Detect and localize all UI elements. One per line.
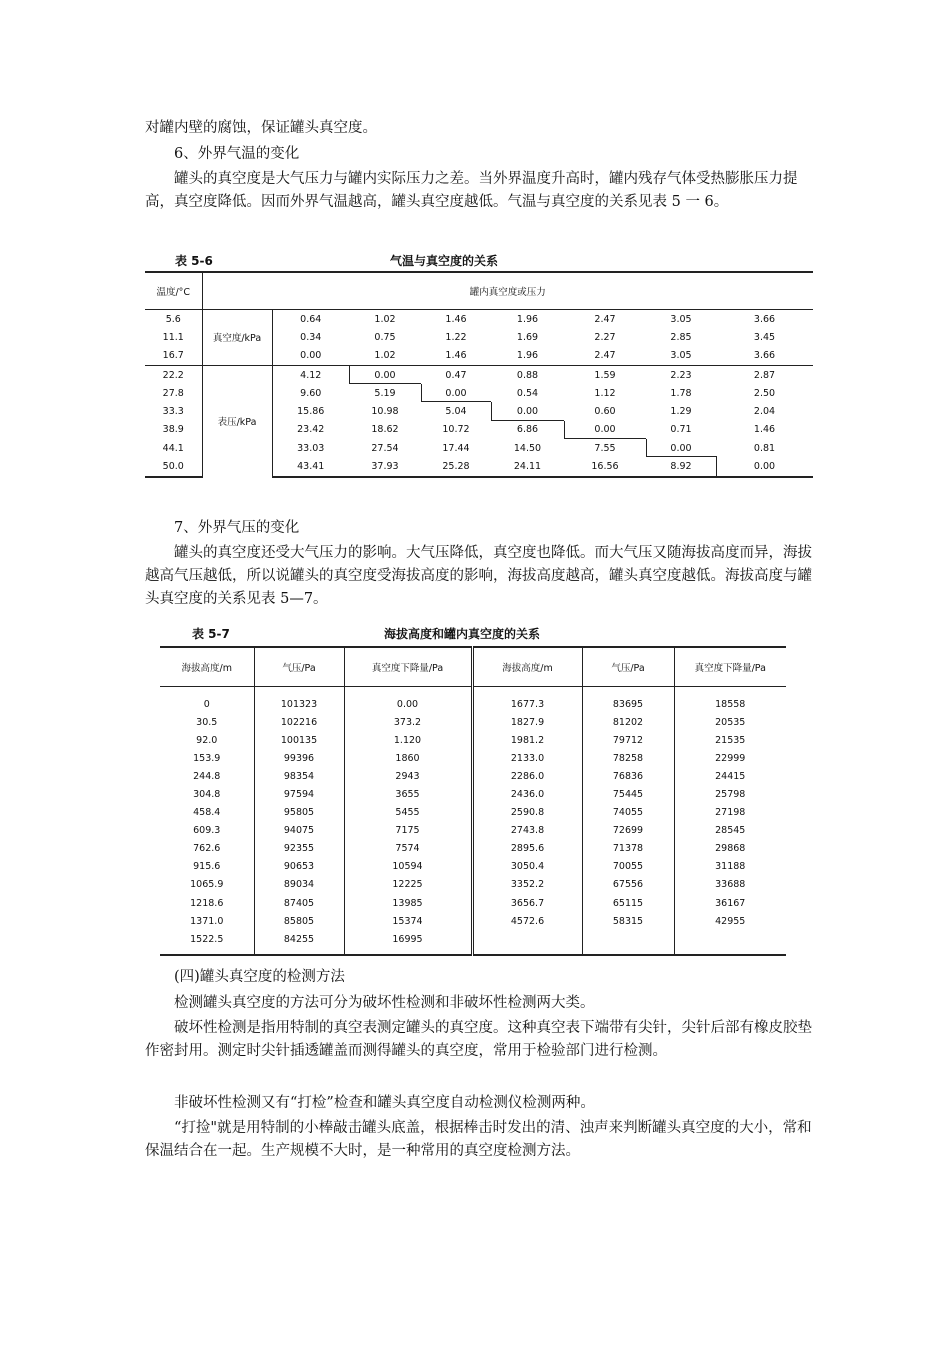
group-vacuum-label: 真空度/kPa (202, 310, 272, 366)
cell-value: 71378 (582, 840, 674, 858)
cell-value: 8.92 (646, 457, 716, 476)
cell-value: 85805 (254, 912, 344, 930)
table-row (145, 365, 813, 384)
cell-value: 1.46 (753, 424, 776, 436)
cell-value: 3050.4 (472, 858, 582, 876)
cell-value: 25.28 (421, 457, 491, 476)
cell-value: 101323 (254, 687, 344, 714)
cell-temperature: 5.6 (145, 310, 202, 329)
cell-value: 153.9 (160, 749, 254, 767)
cell-value: 1.59 (564, 365, 646, 384)
cell-temperature: 33.3 (145, 402, 202, 420)
boundary-line (646, 439, 647, 457)
cell-value: 0.00 (300, 350, 322, 362)
section-heading-4: (四)罐头真空度的检测方法 (174, 969, 345, 985)
cell-value: 0.60 (594, 406, 616, 418)
cell-value: 0.00 (594, 424, 616, 436)
table-5-6-caption (145, 250, 813, 270)
column-header: 海拔高度/m (472, 647, 582, 687)
header-group: 罐内真空度或压力 (202, 272, 813, 310)
cell-value: 3655 (344, 785, 472, 803)
cell-value: 90653 (254, 858, 344, 876)
cell-value: 1065.9 (160, 876, 254, 894)
boundary-line (349, 383, 421, 384)
cell-value: 76836 (582, 767, 674, 785)
cell-value: 2.47 (594, 350, 616, 362)
cell-value: 7175 (344, 822, 472, 840)
cell-value: 2.27 (594, 331, 616, 343)
cell-value: 24415 (715, 770, 746, 782)
cell-value: 4.12 (272, 365, 349, 384)
cell-value: 0.88 (491, 365, 564, 384)
cell-value: 2.85 (670, 331, 692, 343)
boundary-line (491, 420, 564, 421)
cell-value: 5.19 (374, 387, 396, 399)
cell-value: 3.66 (753, 313, 776, 325)
cell-value: 70055 (582, 858, 674, 876)
cell-value: 2286.0 (472, 767, 582, 785)
table-row (160, 687, 786, 714)
cell-value: 1.96 (516, 350, 539, 362)
table-row (145, 310, 813, 329)
cell-value: 1218.6 (160, 894, 254, 912)
cell-value: 79712 (582, 731, 674, 749)
cell-temperature: 16.7 (145, 347, 202, 366)
cell-value: 72699 (582, 822, 674, 840)
cell-value: 0.71 (670, 424, 692, 436)
cell-value: 98354 (254, 767, 344, 785)
paragraph-continuation: 对罐内壁的腐蚀，保证罐头真空度。 (145, 120, 377, 136)
cell-value: 37.93 (349, 457, 421, 476)
cell-value: 1.46 (445, 350, 467, 362)
boundary-line (421, 401, 491, 402)
cell-value: 23.42 (297, 424, 325, 436)
cell-value: 102216 (254, 713, 344, 731)
cell-value: 1.02 (374, 313, 396, 325)
cell-value: 100135 (254, 731, 344, 749)
table-number: 表 5-6 (175, 254, 213, 268)
cell-value: 2743.8 (472, 822, 582, 840)
cell-value: 10.98 (371, 406, 399, 418)
cell-value: 373.2 (344, 713, 472, 731)
cell-value: 0.00 (516, 406, 539, 418)
cell-value: 65115 (582, 894, 674, 912)
cell-value: 24.11 (491, 457, 564, 476)
cell-value: 5.04 (445, 406, 467, 418)
boundary-line (716, 456, 717, 476)
cell-value: 67556 (582, 876, 674, 894)
paragraph-tap-test: “打捡"就是用特制的小棒敲击罐头底盖，根据棒击时发出的清、浊声来判断罐头真空度的大小，常和保温结合在一起。生产规模不大时，是一种常用的真空度检测方法。 (145, 1120, 812, 1159)
cell-temperature: 38.9 (145, 421, 202, 439)
cell-value: 7574 (344, 840, 472, 858)
cell-value: 58315 (582, 912, 674, 930)
cell-value: 97594 (254, 785, 344, 803)
cell-value: 1522.5 (160, 930, 254, 955)
cell-value: 33.03 (297, 442, 325, 454)
cell-value: 1.120 (344, 731, 472, 749)
cell-value: 4572.6 (472, 912, 582, 930)
cell-value: 3.05 (670, 350, 692, 362)
cell-value: 1371.0 (160, 912, 254, 930)
table-row (160, 749, 786, 767)
cell-value: 31188 (715, 861, 746, 873)
cell-value: 16.56 (564, 457, 646, 476)
cell-value: 2.23 (646, 365, 716, 384)
cell-value: 12225 (344, 876, 472, 894)
column-header: 真空度下降量/Pa (344, 647, 472, 687)
cell-value: 22999 (715, 752, 746, 764)
paragraph-methods: 检测罐头真空度的方法可分为破坏性检测和非破坏性检测两大类。 (174, 995, 595, 1011)
cell-temperature: 50.0 (145, 457, 202, 476)
paragraph-temperature: 罐头的真空度是大气压力与罐内实际压力之差。当外界温度升高时，罐内残存气体受热膨胀压力提高，真空度降低。因而外界气温越高，罐头真空度越低。气温与真空度的关系见表 5 一 6。 (145, 171, 798, 210)
table-row (160, 930, 786, 955)
cell-value: 2.50 (753, 387, 776, 399)
table-row (160, 876, 786, 894)
section-heading-6: 6、外界气温的变化 (174, 146, 300, 162)
boundary-line (349, 365, 350, 384)
cell-value: 43.41 (272, 457, 349, 476)
boundary-line (491, 402, 492, 420)
cell-value: 1.96 (516, 313, 539, 325)
cell-value: 2.87 (716, 365, 813, 384)
cell-value: 95805 (254, 804, 344, 822)
cell-value: 1.12 (594, 387, 616, 399)
table-row (160, 822, 786, 840)
cell-value: 0.75 (374, 331, 396, 343)
cell-value: 2133.0 (472, 749, 582, 767)
cell-value: 3.45 (753, 331, 776, 343)
cell-value: 78258 (582, 749, 674, 767)
cell-value: 15374 (344, 912, 472, 930)
cell-value: 10.72 (442, 424, 470, 436)
boundary-line (421, 384, 422, 402)
cell-value: 2436.0 (472, 785, 582, 803)
cell-value: 1827.9 (472, 713, 582, 731)
cell-value: 27.54 (371, 442, 399, 454)
cell-value: 2895.6 (472, 840, 582, 858)
cell-value: 3656.7 (472, 894, 582, 912)
cell-value (472, 930, 582, 955)
cell-value: 92355 (254, 840, 344, 858)
cell-value: 33688 (715, 879, 746, 891)
cell-value: 27198 (715, 807, 746, 819)
table-row (160, 804, 786, 822)
cell-value: 0.47 (421, 365, 491, 384)
cell-value: 458.4 (160, 804, 254, 822)
cell-value: 6.86 (516, 424, 539, 436)
cell-value: 18.62 (371, 424, 399, 436)
cell-value: 36167 (715, 897, 746, 909)
cell-value: 0.34 (300, 331, 322, 343)
table-row (160, 840, 786, 858)
column-header: 气压/Pa (254, 647, 344, 687)
cell-value: 2590.8 (472, 804, 582, 822)
section-heading-7: 7、外界气压的变化 (174, 520, 300, 536)
cell-value: 83695 (582, 687, 674, 714)
cell-value: 762.6 (160, 840, 254, 858)
cell-value: 17.44 (442, 442, 470, 454)
cell-value: 3.05 (670, 313, 692, 325)
table-5-7-caption (160, 623, 786, 643)
cell-value: 2.47 (594, 313, 616, 325)
cell-value: 1.02 (374, 350, 396, 362)
cell-value: 87405 (254, 894, 344, 912)
table-row (160, 713, 786, 731)
cell-value: 2.04 (753, 406, 776, 418)
cell-value: 1.46 (445, 313, 467, 325)
cell-value: 99396 (254, 749, 344, 767)
cell-value: 10594 (344, 858, 472, 876)
table-row (160, 858, 786, 876)
cell-value: 20535 (715, 716, 746, 728)
table-title: 气温与真空度的关系 (390, 254, 499, 268)
boundary-line (646, 456, 716, 457)
cell-value: 915.6 (160, 858, 254, 876)
cell-value: 0 (160, 687, 254, 714)
table-row (160, 785, 786, 803)
table-row (160, 767, 786, 785)
boundary-line (564, 421, 565, 439)
cell-temperature: 11.1 (145, 328, 202, 346)
table-row (160, 894, 786, 912)
cell-value: 0.00 (344, 687, 472, 714)
cell-value: 84255 (254, 930, 344, 955)
cell-value: 3.66 (753, 350, 776, 362)
cell-value: 21535 (715, 734, 746, 746)
cell-value: 2943 (344, 767, 472, 785)
cell-value: 1.69 (516, 331, 539, 343)
column-header: 气压/Pa (582, 647, 674, 687)
cell-value: 74055 (582, 804, 674, 822)
cell-value: 89034 (254, 876, 344, 894)
cell-value: 75445 (582, 785, 674, 803)
cell-value: 0.00 (670, 442, 692, 454)
cell-temperature: 44.1 (145, 439, 202, 457)
paragraph-nondestructive: 非破坏性检测又有“打检”检查和罐头真空度自动检测仪检测两种。 (174, 1095, 595, 1111)
table-row (160, 912, 786, 930)
cell-value: 5455 (344, 804, 472, 822)
cell-value: 304.8 (160, 785, 254, 803)
cell-value: 0.64 (300, 313, 322, 325)
cell-value: 1.78 (670, 387, 692, 399)
cell-value: 0.00 (716, 457, 813, 476)
cell-value: 29868 (715, 843, 746, 855)
cell-value: 1677.3 (472, 687, 582, 714)
table-row (160, 731, 786, 749)
cell-value: 3352.2 (472, 876, 582, 894)
cell-value: 609.3 (160, 822, 254, 840)
cell-value: 9.60 (300, 387, 322, 399)
cell-value: 14.50 (513, 442, 542, 454)
cell-value: 42955 (715, 915, 746, 927)
cell-value: 81202 (582, 713, 674, 731)
cell-temperature: 27.8 (145, 384, 202, 402)
cell-value: 13985 (344, 894, 472, 912)
cell-value: 16995 (344, 930, 472, 955)
cell-value: 1.29 (670, 406, 692, 418)
cell-value: 1981.2 (472, 731, 582, 749)
cell-value: 94075 (254, 822, 344, 840)
table-title: 海拔高度和罐内真空度的关系 (384, 627, 541, 641)
group-pressure-label: 表压/kPa (202, 365, 272, 476)
cell-value: 15.86 (297, 406, 325, 418)
boundary-line (564, 438, 646, 439)
paragraph-pressure: 罐头的真空度还受大气压力的影响。大气压降低，真空度也降低。而大气压又随海拔高度而异，海拔越高气压越低，所以说罐头的真空度受海拔高度的影响，海拔高度越高，罐头真空度越低。海拔高度与罐头真空度的关系见表 5—7。 (145, 545, 812, 607)
cell-value: 28545 (715, 825, 746, 837)
header-temperature: 温度/°C (145, 272, 202, 310)
cell-value: 244.8 (160, 767, 254, 785)
cell-value: 0.81 (753, 442, 776, 454)
table-5-6 (145, 271, 813, 478)
cell-value: 0.00 (349, 365, 421, 384)
cell-value: 7.55 (594, 442, 616, 454)
cell-value: 18558 (715, 698, 746, 710)
column-header: 海拔高度/m (160, 647, 254, 687)
cell-value: 92.0 (160, 731, 254, 749)
cell-value: 30.5 (160, 713, 254, 731)
cell-value: 0.00 (445, 387, 467, 399)
column-header: 真空度下降量/Pa (674, 647, 786, 687)
cell-value (582, 930, 674, 955)
cell-temperature: 22.2 (145, 365, 202, 384)
cell-value: 1860 (344, 749, 472, 767)
paragraph-destructive: 破坏性检测是指用特制的真空表测定罐头的真空度。这种真空表下端带有尖针，尖针后部有橡皮胶垫作密封用。测定时尖针插透罐盖而测得罐头的真空度，常用于检验部门进行检测。 (145, 1020, 812, 1059)
cell-value (674, 930, 786, 955)
cell-value: 1.22 (445, 331, 467, 343)
cell-value: 25798 (715, 789, 746, 801)
table-5-7 (160, 646, 786, 956)
table-number: 表 5-7 (192, 627, 230, 641)
cell-value: 0.54 (516, 387, 539, 399)
